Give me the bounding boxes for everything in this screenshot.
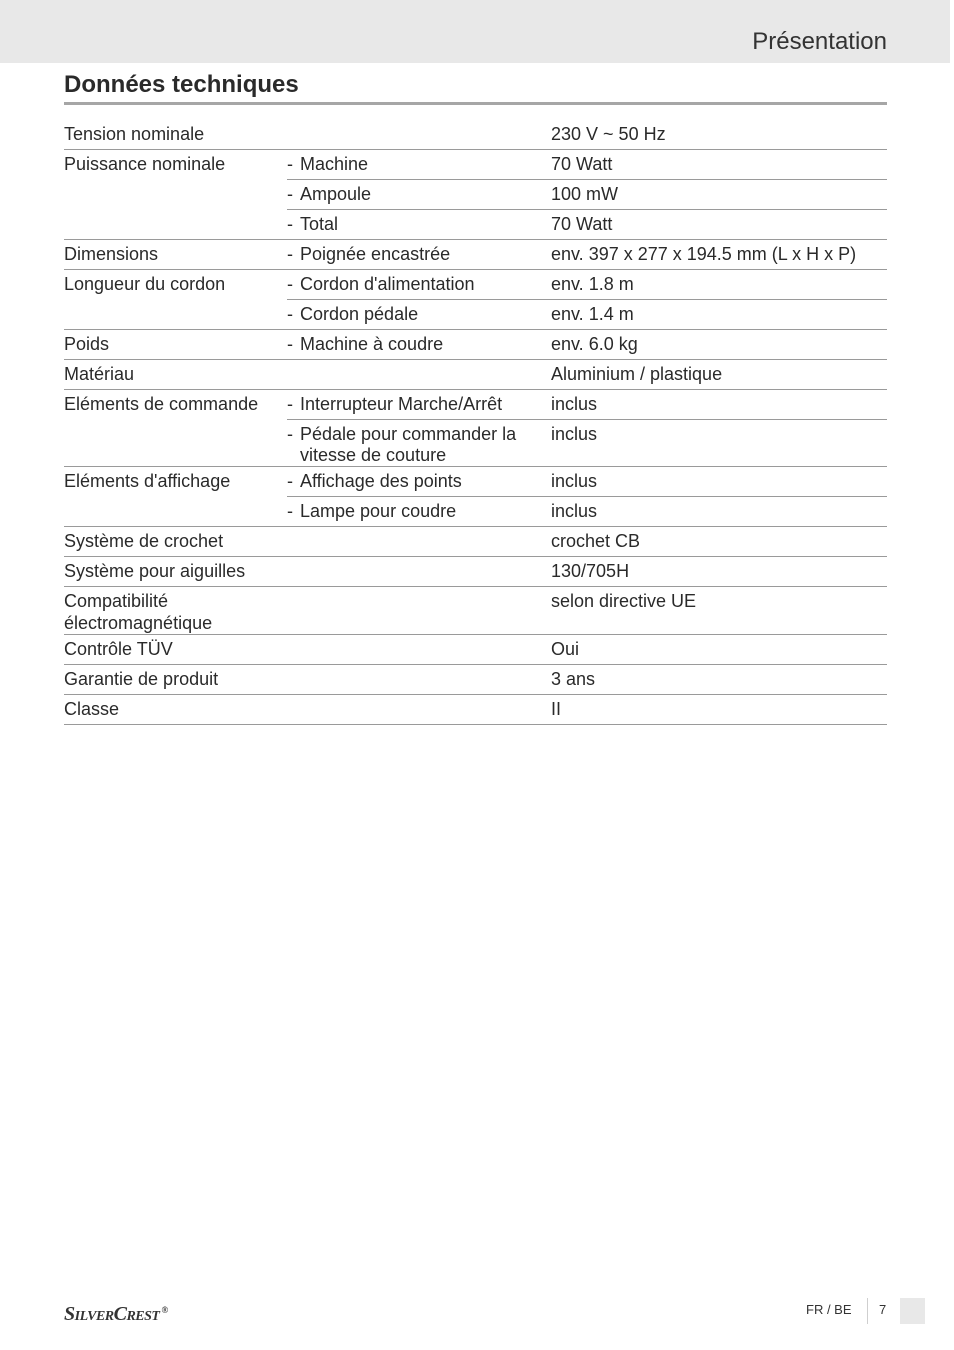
page-header-title: Présentation (752, 28, 887, 55)
spec-label: Contrôle TÜV (64, 639, 173, 659)
spec-value: Aluminium / plastique (551, 364, 723, 384)
spec-row (287, 587, 887, 616)
spec-row (287, 209, 887, 239)
spec-group (64, 120, 887, 150)
spec-sublabel: - Cordon d'alimentation (287, 274, 475, 294)
footer-tab-box (900, 1298, 925, 1324)
spec-row (287, 419, 887, 466)
spec-label: Poids (64, 334, 110, 354)
spec-row (287, 665, 887, 694)
spec-sublabel (287, 557, 551, 586)
spec-group (64, 390, 887, 467)
spec-sublabel: - Cordon pédale (287, 304, 419, 324)
spec-row (287, 299, 887, 329)
brand-logo (64, 1303, 168, 1326)
spec-value: crochet CB (551, 531, 641, 551)
spec-group (64, 695, 887, 725)
section-title: Données techniques (64, 71, 299, 98)
brand-name: SilverCrest (64, 1303, 160, 1325)
spec-group (64, 665, 887, 695)
registered-mark: ® (161, 1305, 168, 1315)
spec-sublabel (287, 665, 551, 694)
spec-row (287, 360, 887, 389)
spec-sublabel: - Affichage des points (287, 471, 462, 491)
spec-value: env. 6.0 kg (551, 334, 638, 354)
spec-group (64, 330, 887, 360)
spec-value: 70 Watt (551, 154, 613, 174)
specs-table (64, 120, 887, 725)
spec-label: Classe (64, 699, 120, 719)
spec-row (287, 467, 887, 496)
spec-value: env. 1.4 m (551, 304, 634, 324)
spec-row (287, 270, 887, 299)
spec-sublabel (287, 695, 551, 724)
spec-value: inclus (551, 394, 598, 414)
spec-group (64, 635, 887, 665)
spec-value: 70 Watt (551, 214, 613, 234)
spec-value: Oui (551, 639, 580, 659)
spec-group (64, 150, 887, 240)
spec-group (64, 527, 887, 557)
footer-divider (867, 1298, 868, 1324)
spec-row (287, 496, 887, 526)
spec-row (287, 179, 887, 209)
spec-sublabel: - Machine (287, 154, 369, 174)
spec-sublabel (287, 527, 551, 556)
spec-value: 130/705H (551, 561, 630, 581)
spec-label: Compatibilité électromagnétique (64, 591, 213, 633)
spec-value: env. 397 x 277 x 194.5 mm (L x H x P) (551, 244, 857, 264)
spec-row (287, 240, 887, 269)
spec-value: inclus (551, 424, 598, 444)
spec-label: Eléments d'affichage (64, 471, 231, 491)
spec-label: Tension nominale (64, 124, 205, 144)
spec-row (287, 120, 887, 149)
spec-value: selon directive UE (551, 591, 697, 611)
spec-value: inclus (551, 471, 598, 491)
spec-row (287, 635, 887, 664)
spec-label: Longueur du cordon (64, 274, 226, 294)
spec-sublabel: - Lampe pour coudre (287, 501, 457, 521)
spec-value: inclus (551, 501, 598, 521)
spec-value: env. 1.8 m (551, 274, 634, 294)
page-number: 7 (879, 1302, 887, 1317)
footer-language: FR / BE (806, 1302, 852, 1317)
spec-group (64, 240, 887, 270)
spec-sublabel: - Total (287, 214, 339, 234)
spec-sublabel: - Interrupteur Marche/Arrêt (287, 394, 503, 414)
spec-value: 3 ans (551, 669, 596, 689)
spec-label: Eléments de commande (64, 394, 259, 414)
spec-label: Système de crochet (64, 531, 224, 551)
spec-value: 230 V ~ 50 Hz (551, 124, 666, 144)
spec-label: Dimensions (64, 244, 159, 264)
spec-group (64, 587, 887, 635)
spec-label: Système pour aiguilles (64, 561, 246, 581)
spec-sublabel (287, 360, 551, 389)
spec-sublabel (287, 120, 551, 149)
spec-sublabel: - Ampoule (287, 184, 372, 204)
spec-group (64, 557, 887, 587)
spec-value: II (551, 699, 562, 719)
spec-sublabel (287, 587, 551, 616)
spec-label: Matériau (64, 364, 135, 384)
spec-label: Garantie de produit (64, 669, 219, 689)
spec-row (287, 390, 887, 419)
spec-value: 100 mW (551, 184, 619, 204)
title-rule (64, 102, 887, 105)
spec-row (287, 330, 887, 359)
spec-sublabel: - Poignée encastrée (287, 244, 451, 264)
spec-sublabel: - Pédale pour commander la vitesse de couture (287, 424, 517, 465)
spec-row (287, 527, 887, 556)
spec-row (287, 695, 887, 724)
spec-row (287, 557, 887, 586)
spec-sublabel: - Machine à coudre (287, 334, 444, 354)
spec-label: Puissance nominale (64, 154, 226, 174)
spec-row (287, 150, 887, 179)
spec-group (64, 467, 887, 527)
spec-group (64, 270, 887, 330)
spec-group (64, 360, 887, 390)
spec-sublabel (287, 635, 551, 664)
